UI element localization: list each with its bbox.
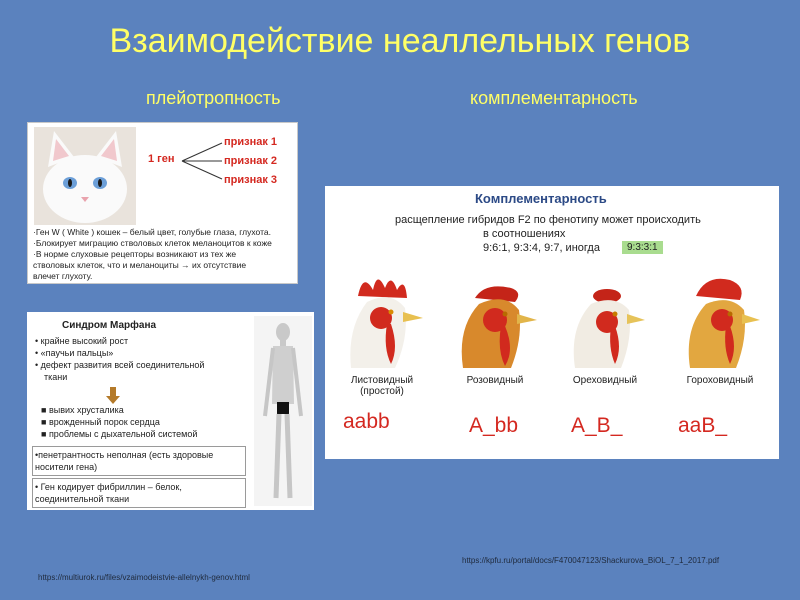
cat-note-line: ·Ген W ( White ) кошек – белый цвет, голубые глаза, глухота. — [33, 227, 271, 237]
rooster-caption-pea: Гороховидный — [686, 375, 754, 386]
marfan-person-image — [254, 316, 312, 506]
rooster-rose-comb-image — [445, 268, 545, 368]
rooster-caption-walnut: Ореховидный — [572, 375, 638, 386]
rooster-pea-comb-image — [670, 268, 770, 368]
list-item: ткани — [44, 372, 68, 382]
genotype-aaB_: aaB_ — [678, 414, 728, 437]
marfan-main-list — [35, 335, 240, 383]
list-item: ■ проблемы с дыхательной системой — [41, 429, 198, 439]
complementarity-heading: Комплементарность — [475, 191, 607, 206]
marfan-sub-list — [41, 404, 241, 440]
white-cat-image — [34, 127, 136, 225]
down-arrow-icon — [105, 387, 121, 405]
rooster-caption-single: Листовидный (простой) — [350, 375, 414, 397]
rooster-caption-rose: Розовидный — [466, 375, 524, 386]
cat-pleiotropy-panel — [27, 122, 298, 284]
source-link-left[interactable]: https://multiurok.ru/files/vzaimodeistvie-allelnykh-genov.html — [38, 573, 250, 582]
genotype-A_bb: A_bb — [469, 414, 519, 437]
cat-notes — [33, 227, 295, 282]
one-gene-label: 1 ген — [148, 153, 175, 165]
complementarity-panel — [325, 186, 779, 459]
genotype-A_B_: A_B_ — [571, 414, 623, 437]
ratio-badge: 9:3:3:1 — [622, 241, 663, 254]
trait-2: признак 2 — [224, 155, 278, 167]
branch-arrows — [178, 137, 228, 187]
trait-1: признак 1 — [224, 136, 278, 148]
marfan-heading: Синдром Марфана — [62, 320, 157, 331]
complementarity-text: расщепление гибридов F2 по фенотипу может происходить в соотношениях 9:6:1, 9:3:4, 9:7, иногда — [395, 214, 701, 254]
cat-note-line: стволовых клеток, что и меланоциты → их отсутствие — [33, 260, 247, 270]
rooster-single-comb-image — [333, 268, 433, 368]
slide-title: Взаимодействие неаллельных генов — [109, 22, 691, 60]
subtitle-pleiotropy: плейотропность — [146, 88, 281, 108]
source-link-right[interactable]: https://kpfu.ru/portal/docs/F470047123/Shackurova_BiOL_7_1_2017.pdf — [462, 556, 720, 565]
marfan-panel — [27, 312, 314, 510]
trait-3: признак 3 — [224, 174, 278, 186]
list-item: • «паучьи пальцы» — [35, 348, 114, 358]
cat-note-line: влечет глухоту. — [33, 271, 93, 281]
list-item: • крайне высокий рост — [35, 336, 129, 346]
genotype-aabb: aabb — [343, 410, 390, 433]
list-item: ■ врожденный порок сердца — [41, 417, 160, 427]
penetrance-note: •пенетрантность неполная (есть здоровые носители гена) — [32, 446, 246, 476]
subtitle-complementarity: комплементарность — [470, 88, 638, 108]
list-item: ■ вывих хрусталика — [41, 405, 124, 415]
list-item: • дефект развития всей соединительной — [35, 360, 205, 370]
rooster-walnut-comb-image — [555, 268, 655, 368]
cat-note-line: ·В норме слуховые рецепторы возникают из тех же — [33, 249, 237, 259]
cat-note-line: ·Блокирует миграцию стволовых клеток меланоцитов к коже — [33, 238, 272, 248]
fibrillin-note: • Ген кодирует фибриллин – белок, соединительной ткани — [32, 478, 246, 508]
